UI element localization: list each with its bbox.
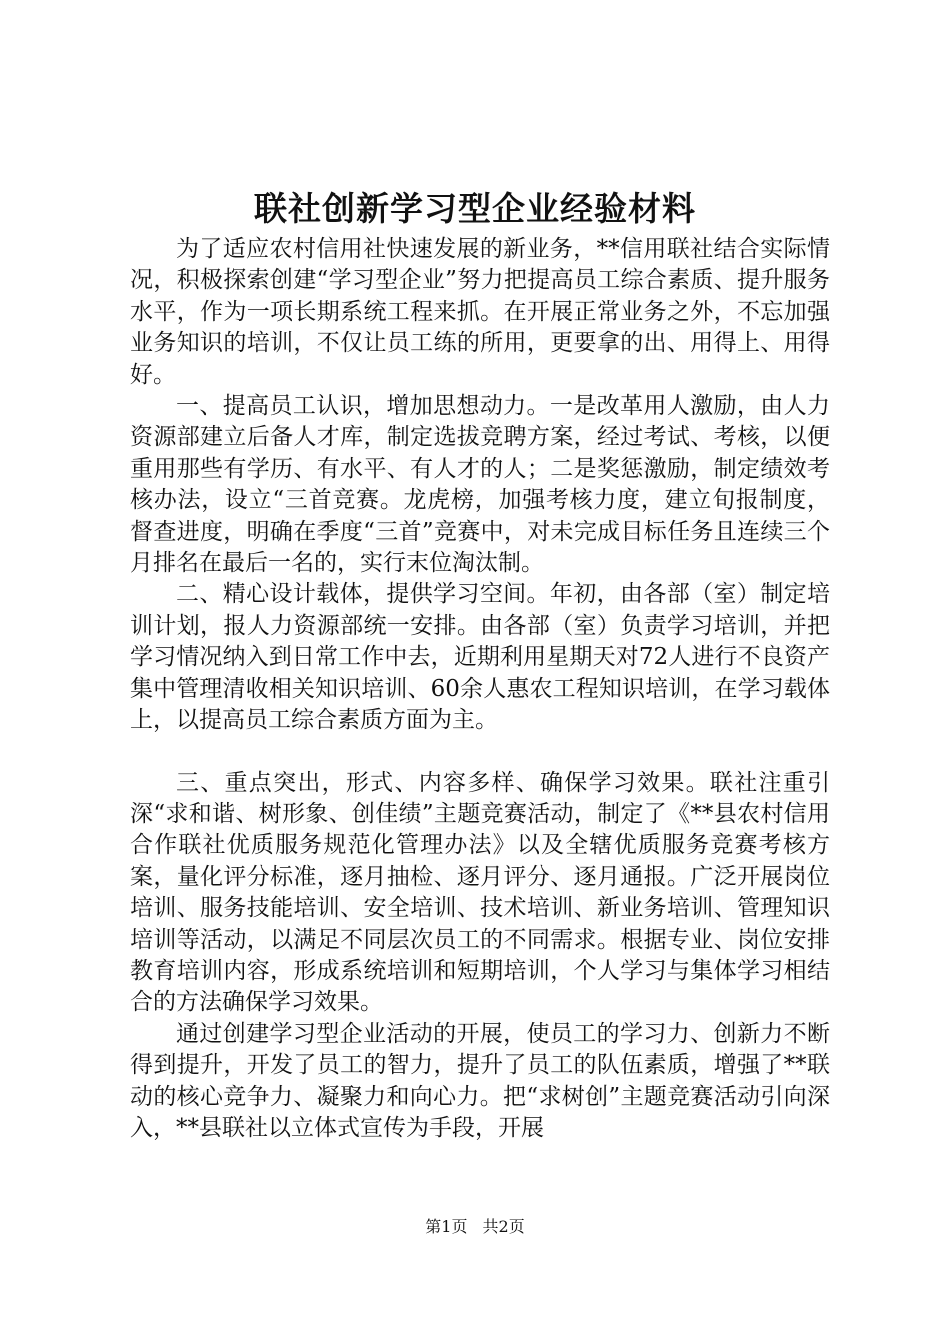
page-footer [0, 1216, 950, 1238]
paragraph-conclusion: 通过创建学习型企业活动的开展，使员工的学习力、创新力不断得到提升，开发了员工的智力，提升了员工的队伍素质，增强了**联动的核心竞争力、凝聚力和向心力。把“求树创”主题竞赛活动引向深入，**县联社以立体式宣传为手段，开展 [130, 1020, 830, 1141]
paragraph-section-3: 三、重点突出，形式、内容多样、确保学习效果。联社注重引深“求和谐、树形象、创佳绩”主题竞赛活动，制定了《**县农村信用合作联社优质服务规范化管理办法》以及全辖优质服务竞赛考核方案，量化评分标准，逐月抽检、逐月评分、逐月通报。广泛开展岗位培训、服务技能培训、安全培训、技术培训、新业务培训、管理知识培训等活动，以满足不同层次员工的不同需求。根据专业、岗位安排教育培训内容，形成系统培训和短期培训，个人学习与集体学习相结合的方法确保学习效果。 [130, 769, 830, 1016]
document-body [130, 234, 830, 1144]
paragraph-section-2: 二、精心设计载体，提供学习空间。年初，由各部（室）制定培训计划，报人力资源部统一安排。由各部（室）负责学习培训，并把学习情况纳入到日常工作中去，近期利用星期天对72人进行不良资产集中管理清收相关知识培训、60余人惠农工程知识培训，在学习载体上，以提高员工综合素质方面为主。 [130, 581, 830, 734]
page-number-total: 共2页 [482, 1217, 525, 1236]
paragraph-intro: 为了适应农村信用社快速发展的新业务，**信用联社结合实际情况，积极探索创建“学习型企业”努力把提高员工综合素质、提升服务水平，作为一项长期系统工程来抓。在开展正常业务之外，不忘加强业务知识的培训，不仅让员工练的所用，更要拿的出、用得上、用得好。 [130, 236, 830, 388]
document-title: 联社创新学习型企业经验材料 [254, 189, 696, 228]
paragraph-section-1: 一、提高员工认识，增加思想动力。一是改革用人激励，由人力资源部建立后备人才库，制定选拔竞聘方案，经过考试、考核，以便重用那些有学历、有水平、有人才的人；二是奖惩激励，制定绩效考核办法，设立“三首竞赛。龙虎榜，加强考核力度，建立旬报制度，督查进度，明确在季度“三首”竞赛中，对未完成目标任务且连续三个月排名在最后一名的，实行末位淘汰制。 [130, 393, 830, 577]
page-number-current: 第1页 [425, 1217, 468, 1236]
